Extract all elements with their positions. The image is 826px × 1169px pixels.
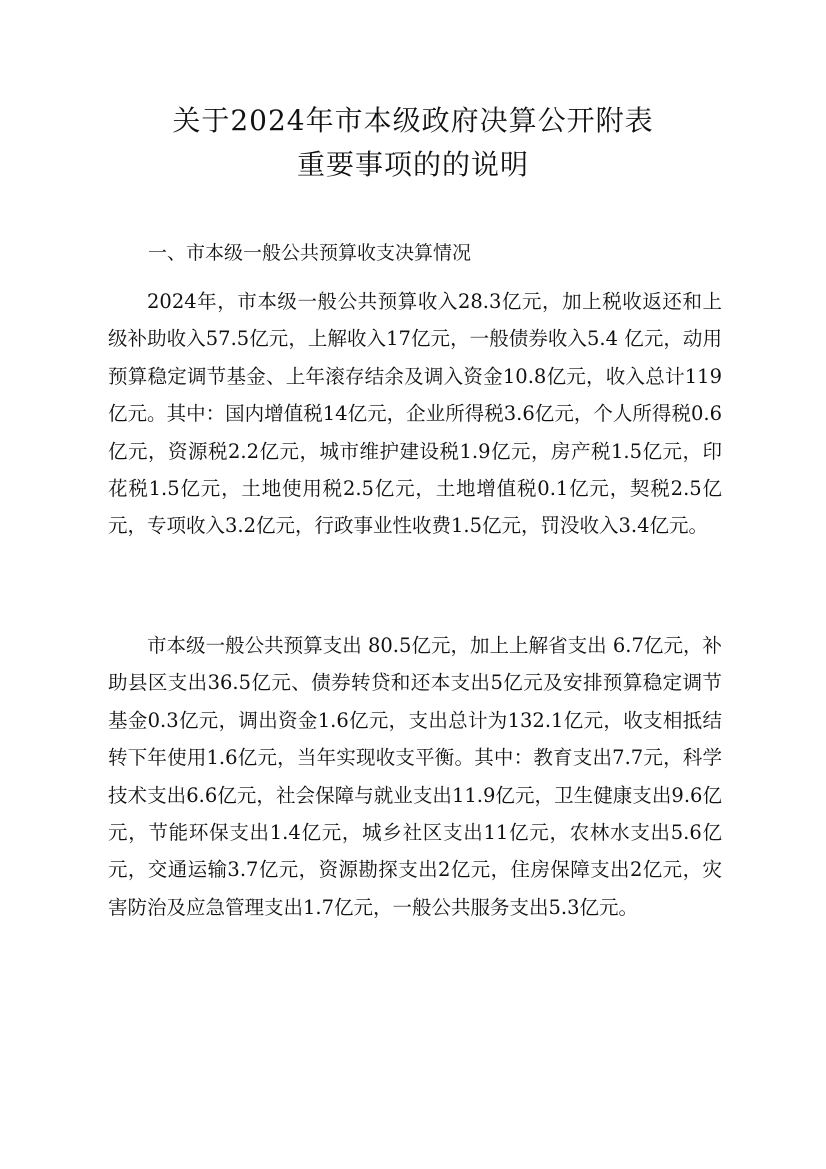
section-heading: 一、市本级一般公共预算收支决算情况 bbox=[148, 242, 472, 264]
paragraph-expenditure: 市本级一般公共预算支出 80.5亿元，加上上解省支出 6.7亿元，补助县区支出36.5亿元、债券转贷和还本支出5亿元及安排预算稳定调节基金0.3亿元，调出资金1.6亿元，支出总计为132.1亿元，收支相抵结转下年使用1.6亿元，当年实现收支平衡。其中：教育支出7.7元，科学技术支出6.6亿元，社会保障与就业支出11.9亿元，卫生健康支出9.6亿元，节能环保支出1.4亿元，城乡社区支出11亿元，农林水支出5.6亿元，交通运输3.7亿元，资源勘探支出2亿元，住房保障支出2亿元，灾害防治及应急管理支出1.7亿元，一般公共服务支出5.3亿元。 bbox=[108, 634, 722, 919]
paragraph-revenue: 2024年，市本级一般公共预算收入28.3亿元，加上税收返还和上级补助收入57.5亿元，上解收入17亿元，一般债券收入5.4 亿元，动用预算稳定调节基金、上年滚存结余及调入资金10.8亿元，收入总计119亿元。其中：国内增值税14亿元，企业所得税3.6亿元，个人所得税0.6亿元，资源税2.2亿元，城市维护建设税1.9亿元，房产税1.5亿元，印花税1.5亿元，土地使用税2.5亿元，土地增值税0.1亿元，契税2.5亿元，专项收入3.2亿元，行政事业性收费1.5亿元，罚没收入3.4亿元。 bbox=[108, 290, 722, 538]
document-title-line2: 重要事项的的说明 bbox=[296, 148, 529, 181]
document-title-line1: 关于2024年市本级政府决算公开附表 bbox=[172, 104, 654, 137]
